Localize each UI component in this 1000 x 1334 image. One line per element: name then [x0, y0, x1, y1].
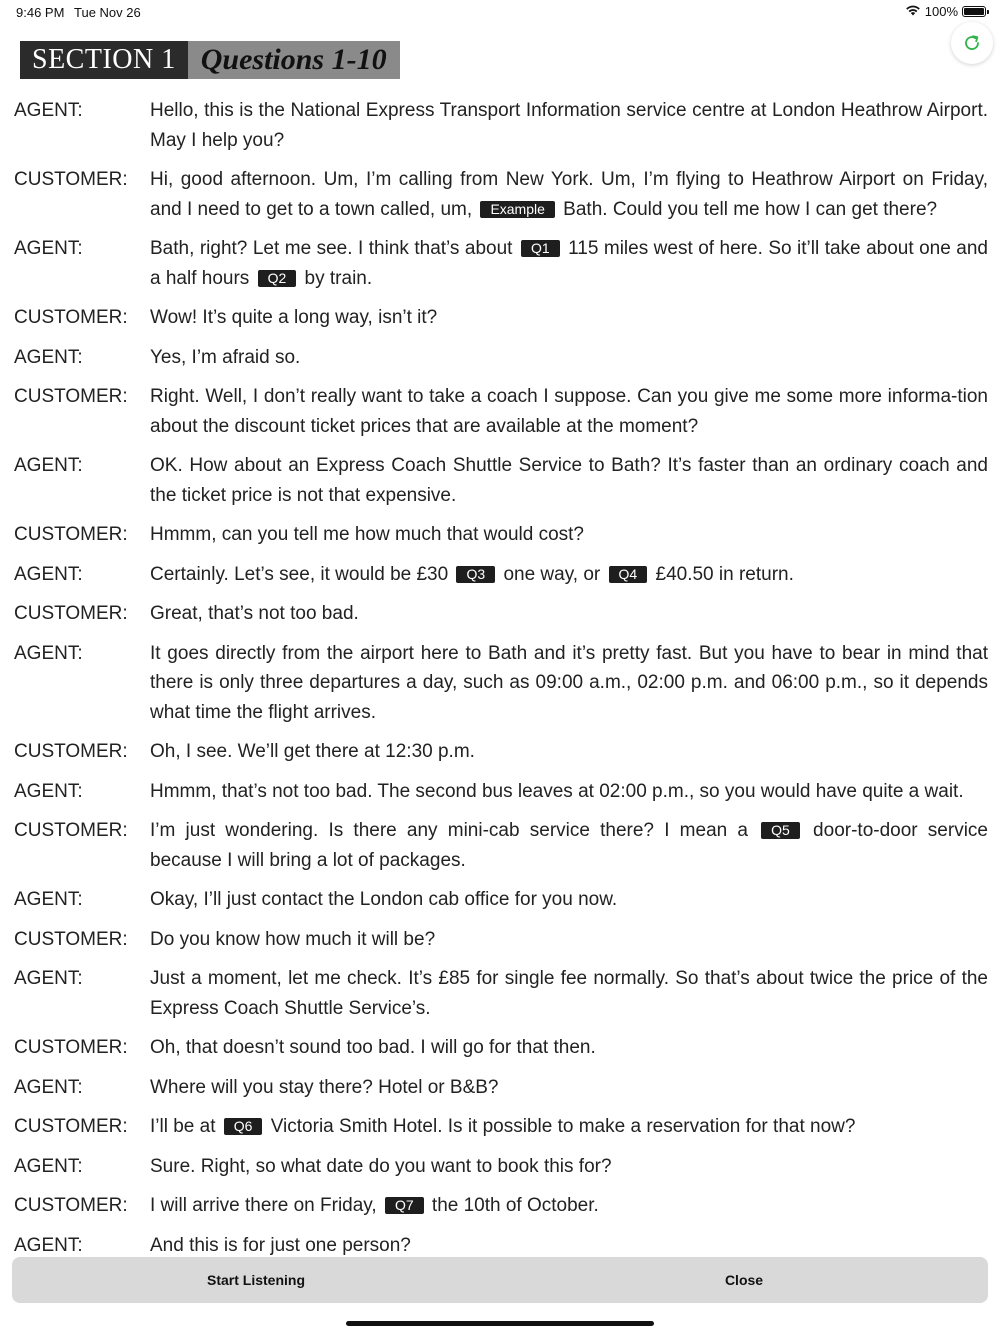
speaker-label: CUSTOMER:	[14, 1116, 128, 1137]
speech-segment: And this is for just one person?	[150, 1234, 411, 1256]
speaker-label: AGENT:	[14, 968, 83, 989]
dialogue-line	[14, 885, 988, 915]
status-bar	[0, 0, 1000, 24]
speech-text	[150, 639, 988, 728]
battery-percent: 100%	[924, 4, 958, 19]
dialogue-line	[14, 382, 988, 441]
speaker-label: CUSTOMER:	[14, 1195, 128, 1216]
speech-segment: £40.50 in return.	[650, 563, 794, 585]
speech-segment: I’m just wondering. Is there any mini-cab service there? I mean a	[150, 820, 759, 841]
speech-text	[150, 520, 988, 550]
wifi-icon	[905, 4, 921, 19]
speaker-label: AGENT:	[14, 889, 83, 910]
speech-segment: Oh, that doesn’t sound too bad. I will go for that then.	[150, 1037, 596, 1058]
dialogue-line	[14, 234, 988, 293]
transcript	[14, 96, 988, 1256]
refresh-button[interactable]	[951, 22, 993, 64]
question-marker: Q3	[456, 566, 495, 583]
dialogue-line	[14, 816, 988, 875]
speech-segment: Okay, I’ll just contact the London cab office for you now.	[150, 889, 618, 910]
speech-text	[150, 737, 988, 767]
speaker-label: AGENT:	[14, 1155, 83, 1177]
speech-text	[150, 885, 988, 915]
speech-segment: It goes directly from the airport here to Bath and it’s pretty fast. But you have to bear in mind that there is only three departures a day, such as 09:00 a.m., 02:00 p.m. and 06:00 p.m., so it depends what time the flight arrives.	[150, 642, 988, 723]
question-marker: Q4	[609, 566, 648, 583]
speech-text	[150, 1033, 988, 1063]
battery-icon	[962, 6, 986, 17]
speech-segment: Great, that’s not too bad.	[150, 603, 359, 624]
speech-text	[150, 1231, 988, 1257]
dialogue-line	[14, 1033, 988, 1063]
speech-text	[150, 777, 988, 807]
speech-segment: one way, or	[498, 563, 606, 585]
home-indicator	[346, 1321, 654, 1326]
question-marker: Q7	[385, 1197, 424, 1214]
speech-segment: Hello, this is the National Express Transport Information service centre at London Heathrow Airport. May I help you?	[150, 100, 988, 151]
speech-text	[150, 234, 988, 293]
speech-segment: Bath. Could you tell me how I can get there?	[557, 198, 938, 220]
speech-text	[150, 165, 988, 224]
speech-segment: Yes, I’m afraid so.	[150, 346, 301, 368]
dialogue-line	[14, 777, 988, 807]
status-time: 9:46 PM	[16, 5, 65, 20]
speech-text	[150, 451, 988, 510]
speaker-label: CUSTOMER:	[14, 820, 128, 841]
dialogue-line	[14, 520, 988, 550]
dialogue-line	[14, 560, 988, 590]
dialogue-line	[14, 303, 988, 333]
speech-text	[150, 1152, 988, 1182]
dialogue-line	[14, 1112, 988, 1142]
bottom-toolbar	[12, 1257, 988, 1303]
speech-segment: Hmmm, can you tell me how much that would cost?	[150, 524, 585, 545]
speech-segment: Victoria Smith Hotel. Is it possible to make a reservation for that now?	[265, 1116, 856, 1137]
speaker-label: CUSTOMER:	[14, 169, 128, 190]
speech-text	[150, 1073, 988, 1103]
speech-segment: Just a moment, let me check. It’s £85 for single fee normally. So that’s about twice the price of the Express Coach Shuttle Service’s.	[150, 968, 988, 1019]
speech-segment: by train.	[299, 267, 373, 289]
speech-segment: I’ll be at	[150, 1116, 221, 1137]
question-marker: Q1	[521, 240, 560, 257]
dialogue-line	[14, 639, 988, 728]
question-marker: Q6	[224, 1118, 263, 1135]
dialogue-line	[14, 925, 988, 955]
speech-text	[150, 343, 988, 373]
speech-segment: OK. How about an Express Coach Shuttle Service to Bath? It’s faster than an ordinary coach and the ticket price is not that expensive.	[150, 455, 988, 506]
speech-segment: the 10th of October.	[426, 1195, 599, 1216]
dialogue-line	[14, 1191, 988, 1221]
speech-text	[150, 382, 988, 441]
speaker-label: CUSTOMER:	[14, 386, 128, 407]
dialogue-line	[14, 451, 988, 510]
speech-segment: Do you know how much it will be?	[150, 928, 436, 950]
dialogue-line	[14, 96, 988, 155]
speech-text	[150, 599, 988, 629]
speaker-label: CUSTOMER:	[14, 307, 128, 328]
speech-segment: Hi, good afternoon. Um, I’m calling from New York. Um, I’m flying to Heathrow Airport on Friday, and I need to get to a town called, um,	[150, 169, 988, 220]
dialogue-line	[14, 737, 988, 767]
section-label: SECTION 1	[20, 41, 188, 79]
question-marker: Example	[480, 201, 554, 218]
speech-segment: Certainly. Let’s see, it would be £30	[150, 563, 454, 585]
section-questions: Questions 1-10	[188, 41, 400, 79]
speech-text	[150, 964, 988, 1023]
dialogue-line	[14, 343, 988, 373]
speech-text	[150, 816, 988, 875]
speech-text	[150, 560, 988, 590]
speech-text	[150, 925, 988, 955]
speech-segment: Right. Well, I don’t really want to take a coach I suppose. Can you give me some more informa-tion about the discount ticket prices that are available at the moment?	[150, 386, 988, 437]
speech-segment: Where will you stay there? Hotel or B&B?	[150, 1076, 499, 1098]
speaker-label: AGENT:	[14, 238, 83, 259]
dialogue-line	[14, 1231, 988, 1257]
speech-segment: Oh, I see. We’ll get there at 12:30 p.m.	[150, 741, 475, 762]
status-date: Tue Nov 26	[74, 5, 141, 20]
speech-segment: Bath, right? Let me see. I think that’s about	[150, 238, 518, 259]
speech-text	[150, 1112, 988, 1142]
speaker-label: CUSTOMER:	[14, 741, 128, 762]
speech-text	[150, 303, 988, 333]
speaker-label: CUSTOMER:	[14, 1037, 128, 1058]
speaker-label: AGENT:	[14, 1234, 83, 1256]
close-button[interactable]: Close	[724, 1272, 764, 1288]
speech-text	[150, 1191, 988, 1221]
speech-segment: Hmmm, that’s not too bad. The second bus leaves at 02:00 p.m., so you would have quite a wait.	[150, 780, 964, 802]
speaker-label: AGENT:	[14, 1076, 83, 1098]
speech-segment: 115 miles west of here. So it’ll take about one and a half hours	[150, 238, 988, 289]
speaker-label: AGENT:	[14, 563, 83, 585]
speaker-label: AGENT:	[14, 100, 83, 121]
question-marker: Q2	[258, 270, 297, 287]
speaker-label: CUSTOMER:	[14, 928, 128, 950]
speaker-label: CUSTOMER:	[14, 524, 128, 545]
dialogue-line	[14, 964, 988, 1023]
refresh-icon	[962, 33, 982, 53]
speech-segment: I will arrive there on Friday,	[150, 1195, 382, 1216]
question-marker: Q5	[761, 822, 800, 839]
speaker-label: AGENT:	[14, 780, 83, 802]
speech-segment: Sure. Right, so what date do you want to book this for?	[150, 1155, 612, 1177]
dialogue-line	[14, 165, 988, 224]
start-listening-button[interactable]: Start Listening	[206, 1272, 305, 1288]
speech-segment: door-to-door service because I will bring a lot of packages.	[150, 820, 988, 871]
status-indicators	[905, 4, 986, 19]
dialogue-line	[14, 1073, 988, 1103]
speaker-label: AGENT:	[14, 642, 83, 664]
speaker-label: AGENT:	[14, 346, 83, 368]
speech-text	[150, 96, 988, 155]
speech-segment: Wow! It’s quite a long way, isn’t it?	[150, 307, 438, 328]
speaker-label: AGENT:	[14, 455, 83, 476]
dialogue-line	[14, 1152, 988, 1182]
speaker-label: CUSTOMER:	[14, 603, 128, 624]
dialogue-line	[14, 599, 988, 629]
section-header	[20, 41, 400, 79]
